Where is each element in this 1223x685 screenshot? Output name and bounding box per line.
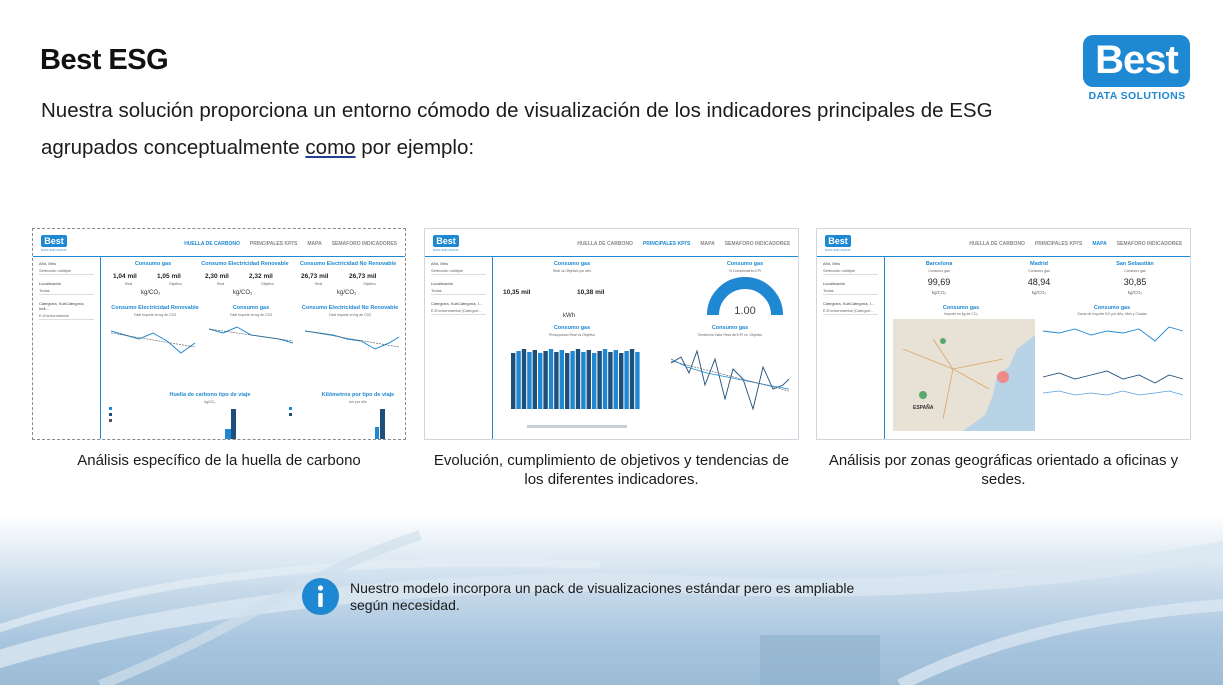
filter-label: Categoría, SubCategoría, I... bbox=[431, 301, 483, 306]
map-subtitle: Importe en kg de CO₂ bbox=[944, 312, 978, 316]
note-text: Nuestro modelo incorpora un pack de visualizaciones estándar pero es ampliable según necesidad. bbox=[350, 580, 855, 613]
page-title: Best ESG bbox=[40, 44, 169, 76]
legend-swatch bbox=[109, 407, 112, 410]
city-name: Madrid bbox=[1029, 261, 1049, 267]
kpi-label: Real bbox=[125, 282, 133, 286]
kpi-unit: kWh bbox=[563, 313, 575, 319]
filter-label: Año, Mes bbox=[39, 261, 56, 266]
dashboard-tabs bbox=[959, 241, 1182, 247]
bar-chart-graphic bbox=[507, 341, 647, 431]
mini-logo: Best bbox=[433, 235, 459, 247]
bar bbox=[630, 349, 634, 409]
bar bbox=[587, 350, 591, 409]
tab-kpis[interactable]: PRINCIPALES KPI'S bbox=[1034, 241, 1083, 247]
chart-subtitle: Total importe en kg de CO2 bbox=[133, 313, 177, 317]
legend-swatch bbox=[289, 407, 292, 410]
info-note bbox=[302, 578, 862, 618]
dashboard-map bbox=[816, 228, 1191, 440]
city-sub: Consumo gas bbox=[1124, 269, 1146, 273]
filter-select[interactable]: E-Environmental bbox=[39, 313, 94, 320]
filter-label: Localización bbox=[431, 281, 454, 286]
bar bbox=[522, 349, 526, 409]
map-country-label: ESPAÑA bbox=[913, 405, 934, 411]
kpi-title: Consumo Electricidad No Renovable bbox=[299, 261, 397, 267]
kpi-label: Real bbox=[315, 282, 323, 286]
city-unit: kg/CO₂ bbox=[931, 290, 947, 295]
chart-subtitle: Presupuesto Real vs Objetivo bbox=[548, 333, 596, 337]
intro-paragraph bbox=[41, 92, 1081, 166]
line-charts-graphic bbox=[105, 319, 403, 389]
bar bbox=[554, 352, 558, 409]
filter-select[interactable]: E-Environmental (Categori... bbox=[431, 308, 486, 315]
legend-swatch bbox=[109, 413, 112, 416]
city-sub: Consumo gas bbox=[928, 269, 950, 273]
filter-select[interactable]: Todas bbox=[39, 288, 94, 295]
kpi-subtitle: Real vs Objetivo por año bbox=[552, 269, 592, 273]
bar bbox=[619, 353, 623, 409]
bar bbox=[527, 352, 531, 409]
bar bbox=[624, 351, 628, 409]
city-value: 48,94 bbox=[1027, 277, 1051, 287]
dashboard-tabs bbox=[174, 241, 397, 247]
real-series bbox=[671, 351, 789, 409]
trend-line bbox=[671, 361, 789, 391]
city-name: San Sebastián bbox=[1116, 261, 1154, 267]
tab-huella[interactable]: HUELLA DE CARBONO bbox=[577, 241, 633, 247]
chart-title: Consumo gas bbox=[1093, 305, 1131, 311]
bar bbox=[592, 353, 596, 409]
tab-semaforo[interactable]: SEMAFORO INDICADORES bbox=[1116, 241, 1182, 247]
chart-title: Consumo Electricidad Renovable bbox=[111, 305, 199, 311]
bar bbox=[516, 351, 520, 409]
kpi-value: 26,73 mil bbox=[349, 273, 377, 280]
city-sub: Consumo gas bbox=[1028, 269, 1050, 273]
kpi-value: 10,38 mil bbox=[577, 289, 605, 296]
bar bbox=[570, 351, 574, 409]
tab-huella[interactable]: HUELLA DE CARBONO bbox=[969, 241, 1025, 247]
brand-logo bbox=[1083, 35, 1191, 102]
chart-subtitle: Total importe en kg de CO2 bbox=[328, 313, 372, 317]
mini-logo: Best bbox=[825, 235, 851, 247]
filter-label: Año, Mes bbox=[823, 261, 840, 266]
bar bbox=[231, 409, 236, 439]
line-series bbox=[111, 331, 195, 353]
filter-panel bbox=[817, 257, 885, 439]
bar bbox=[635, 352, 639, 409]
city-value: 99,69 bbox=[927, 277, 951, 287]
tab-semaforo[interactable]: SEMAFORO INDICADORES bbox=[724, 241, 790, 247]
filter-label: Localización bbox=[39, 281, 62, 286]
caption-carbon: Análisis específico de la huella de carbono bbox=[77, 452, 361, 469]
series-madrid bbox=[1043, 371, 1183, 383]
bar-charts-graphic bbox=[105, 405, 403, 440]
map-marker-barcelona bbox=[997, 371, 1009, 383]
dashboard-header bbox=[33, 229, 405, 257]
tab-kpis[interactable]: PRINCIPALES KPI'S bbox=[642, 241, 691, 247]
bar bbox=[533, 350, 537, 409]
map-graphic bbox=[893, 319, 1035, 431]
bar bbox=[576, 349, 580, 409]
bar bbox=[603, 349, 607, 409]
bar bbox=[560, 350, 564, 409]
chart-subtitle: Tendencia Valor Real del KPI vs. Objetivo bbox=[697, 333, 763, 337]
caption-map: Análisis por zonas geográficas orientado a oficinas y sedes. bbox=[828, 452, 1179, 488]
kpi-value: 1,04 mil bbox=[113, 273, 137, 280]
dashboard-header bbox=[817, 229, 1190, 257]
bar bbox=[543, 351, 547, 409]
chart-title: Consumo gas bbox=[553, 325, 591, 331]
mini-logo-subtitle: DATA SOLUTIONS bbox=[433, 248, 459, 252]
gauge-subtitle: % Cumplimiento KPI bbox=[728, 269, 762, 273]
kpi-title: Consumo Electricidad Renovable bbox=[201, 261, 289, 267]
bar bbox=[375, 427, 379, 439]
kpi-label: Objetivo bbox=[363, 282, 376, 286]
filter-select[interactable]: Selección múltiple bbox=[823, 268, 878, 275]
trend-line bbox=[209, 329, 293, 341]
info-dot bbox=[318, 585, 323, 590]
logo-subtitle: DATA SOLUTIONS bbox=[1088, 90, 1186, 102]
tab-semaforo[interactable]: SEMAFORO INDICADORES bbox=[331, 241, 397, 247]
dashboard-content bbox=[889, 259, 1186, 437]
dashboard-header bbox=[425, 229, 798, 257]
city-unit: kg/CO₂ bbox=[1127, 290, 1143, 295]
filter-select[interactable]: Selección múltiple bbox=[39, 268, 94, 275]
bar bbox=[511, 353, 515, 409]
filter-label: Categoría, SubCategoría, I... bbox=[823, 301, 875, 306]
bar bbox=[549, 349, 553, 409]
tab-mapa[interactable]: MAPA bbox=[307, 241, 322, 247]
kpi-value: 10,35 mil bbox=[503, 289, 531, 296]
kpi-value: 2,30 mil bbox=[205, 273, 229, 280]
kpi-value: 1,05 mil bbox=[157, 273, 181, 280]
legend-swatch bbox=[109, 419, 112, 422]
tab-kpis[interactable]: PRINCIPALES KPI'S bbox=[249, 241, 298, 247]
bar bbox=[565, 353, 569, 409]
kpi-label: Objetivo bbox=[261, 282, 274, 286]
bar bbox=[538, 353, 542, 409]
highway bbox=[900, 605, 1223, 685]
kpi-unit: kg/CO₂ bbox=[337, 290, 357, 296]
chart-subtitle: Suma de Importe KG por Año, Mes y Ciudad bbox=[1077, 312, 1147, 316]
chart-title: Consumo gas bbox=[232, 305, 270, 311]
gauge-value: 1.00 bbox=[734, 305, 756, 317]
info-icon bbox=[302, 578, 339, 615]
filter-label: Año, Mes bbox=[431, 261, 448, 266]
legend-swatch bbox=[289, 413, 292, 416]
bar bbox=[380, 409, 385, 439]
line-series bbox=[305, 331, 399, 349]
city-unit: kg/CO₂ bbox=[1031, 290, 1047, 295]
filter-label: Categoría, SubCategoría, Indi... bbox=[39, 301, 85, 311]
chart-subtitle: kg/CO₂ bbox=[204, 400, 216, 404]
kpi-label: Real bbox=[217, 282, 225, 286]
intro-text-2: por ejemplo: bbox=[355, 136, 475, 159]
map-marker-san-sebastian bbox=[940, 338, 946, 344]
info-stem bbox=[318, 593, 322, 607]
series-barcelona bbox=[1043, 327, 1183, 341]
tab-mapa[interactable]: MAPA bbox=[700, 241, 715, 247]
building bbox=[760, 635, 880, 685]
chart-title: Huella de carbono tipo de viaje bbox=[169, 392, 251, 398]
logo-mark: Best bbox=[1083, 35, 1190, 87]
trend-chart-graphic bbox=[667, 339, 793, 429]
tab-mapa[interactable]: MAPA bbox=[1092, 241, 1107, 247]
scrollbar[interactable] bbox=[527, 425, 627, 428]
kpi-title: Consumo gas bbox=[134, 261, 172, 267]
chart-title: Consumo Electricidad No Renovable bbox=[301, 305, 399, 311]
caption-kpis: Evolución, cumplimiento de objetivos y tendencias de los diferentes indicadores. bbox=[433, 452, 790, 488]
series-san-sebastian bbox=[1043, 391, 1183, 395]
dashboard-carbon-footprint bbox=[32, 228, 406, 440]
filter-panel bbox=[33, 257, 101, 439]
chart-subtitle: km por año bbox=[349, 400, 367, 404]
mini-logo: Best bbox=[41, 235, 67, 247]
kpi-value: 2,32 mil bbox=[249, 273, 273, 280]
mini-logo-subtitle: DATA SOLUTIONS bbox=[825, 248, 851, 252]
kpi-unit: kg/CO₂ bbox=[233, 290, 253, 296]
bar bbox=[614, 350, 618, 409]
kpi-unit: kg/CO₂ bbox=[141, 290, 161, 296]
chart-title: Kilómetros por tipo de viaje bbox=[321, 392, 395, 398]
dashboard-content bbox=[105, 259, 401, 437]
filter-panel bbox=[425, 257, 493, 439]
city-name: Barcelona bbox=[925, 261, 953, 267]
map-marker-madrid bbox=[919, 391, 927, 399]
chart-title: Consumo gas bbox=[711, 325, 749, 331]
filter-label: Localización bbox=[823, 281, 846, 286]
mini-logo-subtitle: DATA SOLUTIONS bbox=[41, 248, 67, 252]
filter-select[interactable]: Selección múltiple bbox=[431, 268, 486, 275]
kpi-value: 26,73 mil bbox=[301, 273, 329, 280]
filter-select[interactable]: E-Environmental (Categori... bbox=[823, 308, 878, 315]
dashboard-content bbox=[497, 259, 794, 437]
filter-select[interactable]: Todas bbox=[431, 288, 486, 295]
map-title: Consumo gas bbox=[942, 305, 980, 311]
trend-line bbox=[111, 333, 195, 347]
bar bbox=[608, 352, 612, 409]
bar bbox=[597, 351, 601, 409]
bar bbox=[581, 352, 585, 409]
city-value: 30,85 bbox=[1123, 277, 1147, 287]
kpi-title: Consumo gas bbox=[553, 261, 591, 267]
bar bbox=[225, 429, 231, 439]
gauge-title: Consumo gas bbox=[726, 261, 764, 267]
info-glyph bbox=[302, 578, 339, 615]
tab-huella[interactable]: HUELLA DE CARBONO bbox=[184, 241, 240, 247]
kpi-label: Objetivo bbox=[169, 282, 182, 286]
map-line-chart-graphic bbox=[1039, 319, 1185, 431]
intro-text-1: Nuestra solución proporciona un entorno cómodo de visualización de los indicadores principales de ESG agrupados conceptualmente bbox=[41, 99, 993, 159]
filter-select[interactable]: Todas bbox=[823, 288, 878, 295]
intro-link[interactable]: como bbox=[305, 136, 356, 159]
dashboard-tabs bbox=[567, 241, 790, 247]
chart-subtitle: Total importe en kg de CO2 bbox=[229, 313, 273, 317]
dashboard-main-kpis bbox=[424, 228, 799, 440]
